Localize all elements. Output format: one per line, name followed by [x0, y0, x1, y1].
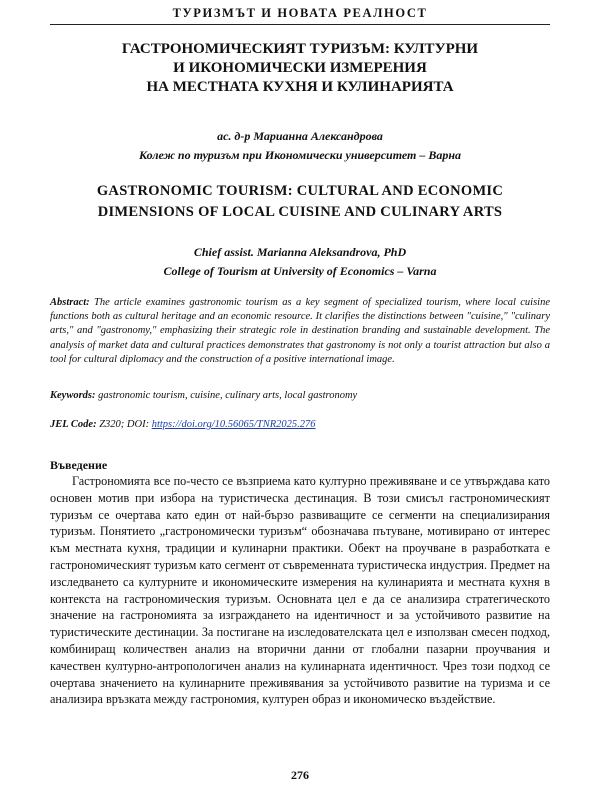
- keywords-label: Keywords:: [50, 390, 96, 401]
- author-affiliation-en: College of Tourism at University of Economics – Varna: [163, 264, 437, 278]
- abstract-text: The article examines gastronomic tourism as a key segment of specialized tourism, where local cuisine functions both as cultural heritage and an economic resource. It clarifies the distinctions between "cuisine," "culinary arts," and "gastronomy," emphasizing their strategic role in destination branding and sustainable development. The analysis of market data and cultural practices demonstrates that gastronomy is not only a tourist attraction but also a tool for cultural diplomacy and the construction of a positive international image.: [50, 297, 550, 365]
- jel-doi-line: [50, 418, 550, 432]
- title-en-line-1: GASTRONOMIC TOURISM: CULTURAL AND ECONOMIC: [96, 183, 504, 199]
- article-title-english: [40, 181, 560, 223]
- abstract-paragraph: [50, 296, 550, 367]
- section-heading-introduction: Въведение: [50, 458, 108, 472]
- author-block-english: [40, 243, 560, 281]
- jel-code-text: Z320; DOI:: [99, 419, 150, 430]
- title-en-line-2: DIMENSIONS OF LOCAL CUISINE AND CULINARY ARTS: [97, 204, 503, 220]
- author-name-en: Chief assist. Marianna Aleksandrova, PhD: [193, 245, 407, 259]
- keywords-text: gastronomic tourism, cuisine, culinary arts, local gastronomy: [98, 390, 358, 401]
- author-block-bulgarian: [40, 127, 560, 165]
- author-name-bg: ас. д-р Марианна Александрова: [217, 129, 383, 143]
- introduction-paragraph: Гастрономията все по-често се възприема като културно преживяване и се утвърждава като основен мотив при избора на туристическа дестинация. В този смисъл гастрономическият туризъм се очертава като един от най-бързо развиващите се сегменти на специализирания туризъм. Понятието „гастрономически туризъм“ обозначава пътуване, мотивирано от интерес към местната кухня, традиции и кулинарни практики. Обект на проучване в разработката е гастрономическият туризъм като сегмент от съвременната туристическа индустрия. Предмет на изследването са културните и икономическите измерения на кулинарията и местната кухня в контекста на гастрономическия туризъм. Основната цел е да се анализира стратегическото значение на гастрономията за изграждането на идентичност и за устойчивото развитие на туристическите дестинации. За постигане на изследователската цел е използван смесен подход, комбиниращ количествен анализ на вторични данни от глобални пазарни проучвания и качествен културно-антропологичен анализ на кулинарната идентичност. Чрез този подход се очертава значението на кулинарните преживявания за устойчивото развитие на туризма и се анализира връзката между гастрономия, културен образ и икономическо въздействие.: [50, 474, 550, 707]
- title-bg-line-1: ГАСТРОНОМИЧЕСКИЯТ ТУРИЗЪМ: КУЛТУРНИ: [121, 41, 479, 57]
- doi-link[interactable]: https://doi.org/10.56065/TNR2025.276: [151, 419, 316, 430]
- running-header: ТУРИЗМЪТ И НОВАТА РЕАЛНОСТ: [50, 6, 550, 25]
- author-affiliation-bg: Колеж по туризъм при Икономически университет – Варна: [138, 148, 462, 162]
- abstract-label: Abstract:: [50, 297, 90, 308]
- jel-label: JEL Code:: [50, 419, 97, 430]
- keywords-line: [50, 389, 550, 403]
- page-number: 276: [291, 768, 309, 782]
- title-bg-line-2: И ИКОНОМИЧЕСКИ ИЗМЕРЕНИЯ: [173, 60, 427, 76]
- title-bg-line-3: НА МЕСТНАТА КУХНЯ И КУЛИНАРИЯТА: [146, 79, 454, 95]
- article-title-bulgarian: [40, 40, 560, 97]
